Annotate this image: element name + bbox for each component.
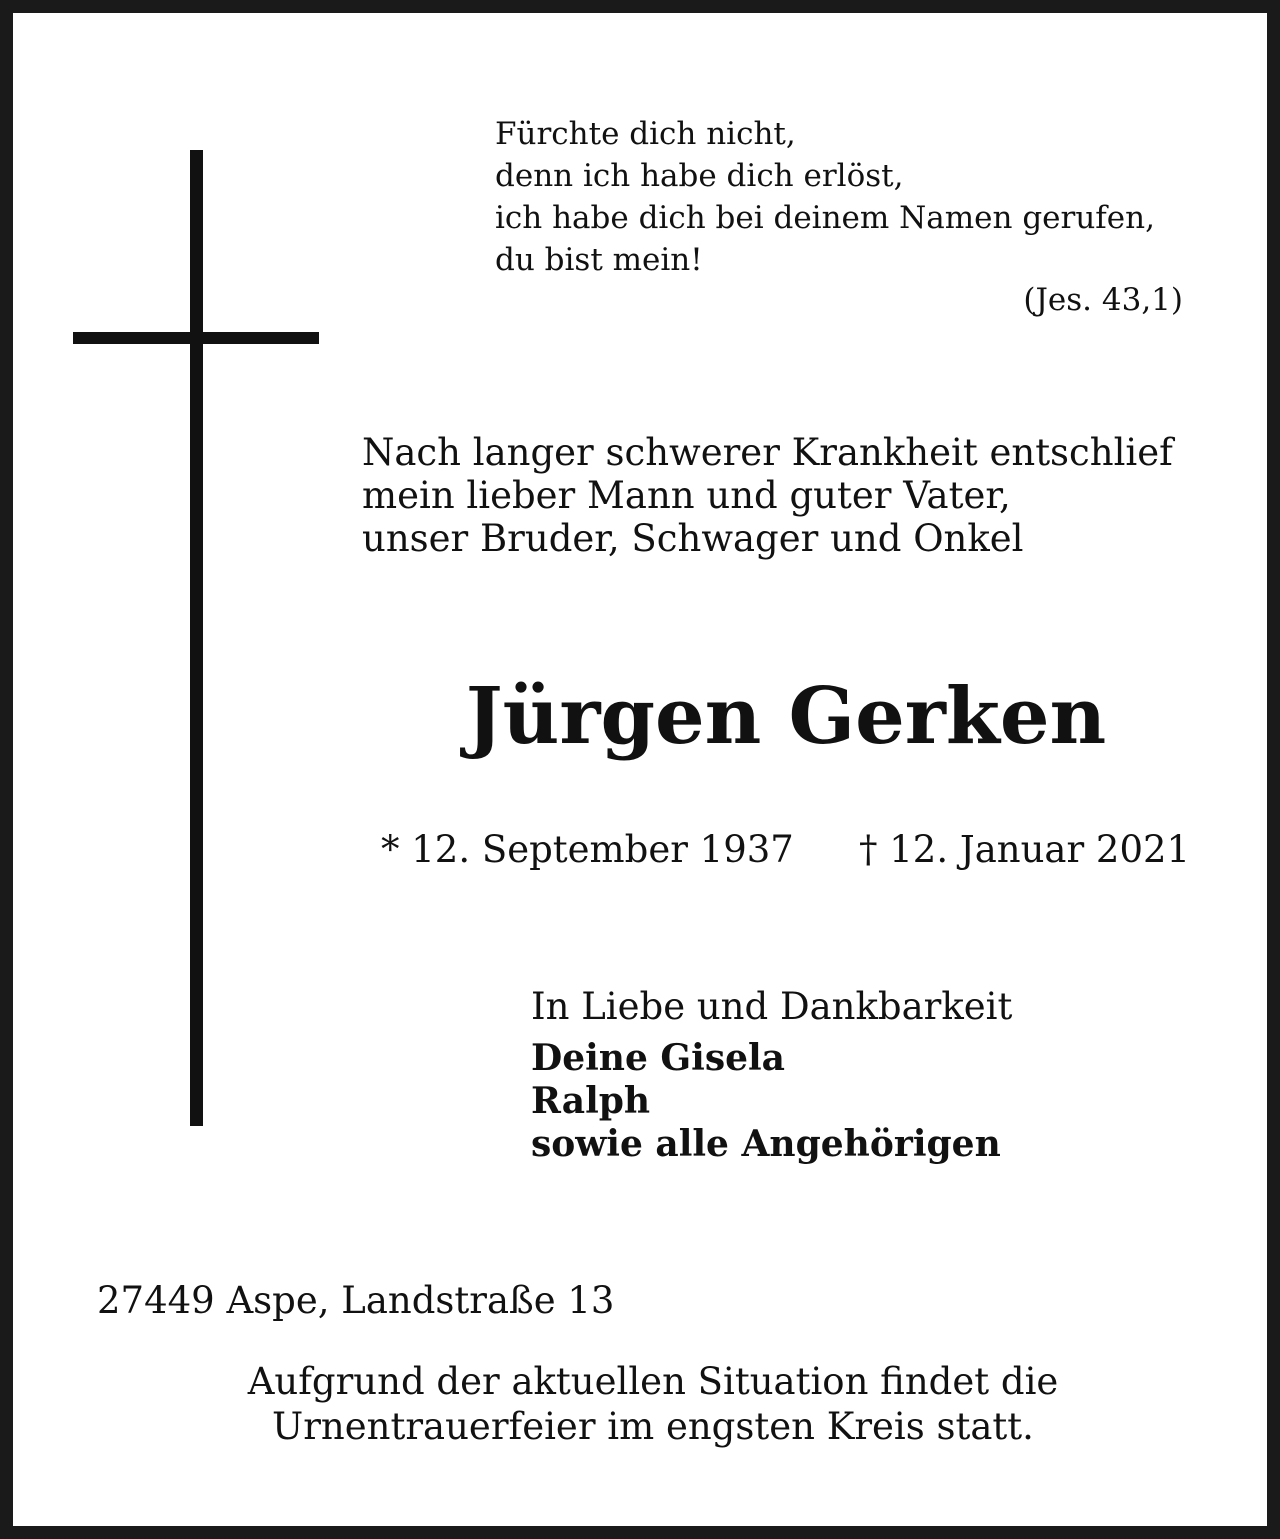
address: 27449 Aspe, Landstraße 13 (97, 1279, 615, 1322)
deceased-name: Jürgen Gerken (465, 671, 1107, 762)
signature-line: sowie alle Angehörigen (531, 1123, 1001, 1165)
cross-horizontal-bar (73, 332, 319, 344)
signature-line: Ralph (531, 1080, 651, 1122)
verse-line: ich habe dich bei deinem Namen gerufen, (495, 200, 1155, 236)
closing-phrase: In Liebe und Dankbarkeit (531, 985, 1013, 1028)
birth-date: * 12. September 1937 (381, 828, 794, 871)
intro-line: mein lieber Mann und guter Vater, (362, 474, 1011, 517)
signatures (531, 1037, 1001, 1166)
signature-line: Deine Gisela (531, 1037, 786, 1079)
verse-line: denn ich habe dich erlöst, (495, 158, 904, 194)
notice-line: Aufgrund der aktuellen Situation findet die (247, 1360, 1059, 1403)
death-date: † 12. Januar 2021 (859, 828, 1191, 871)
intro-line: Nach langer schwerer Krankheit entschlief (362, 431, 1173, 474)
cross-vertical-bar (190, 150, 203, 1126)
intro-text (362, 431, 1173, 560)
notice-line: Urnentrauerfeier im engsten Kreis statt. (272, 1405, 1034, 1448)
verse-line: Fürchte dich nicht, (495, 116, 796, 152)
intro-line: unser Bruder, Schwager und Onkel (362, 517, 1024, 560)
bible-verse (495, 113, 1215, 281)
verse-reference: (Jes. 43,1) (1023, 282, 1183, 318)
verse-line: du bist mein! (495, 242, 703, 278)
ceremony-notice (13, 1359, 1280, 1449)
